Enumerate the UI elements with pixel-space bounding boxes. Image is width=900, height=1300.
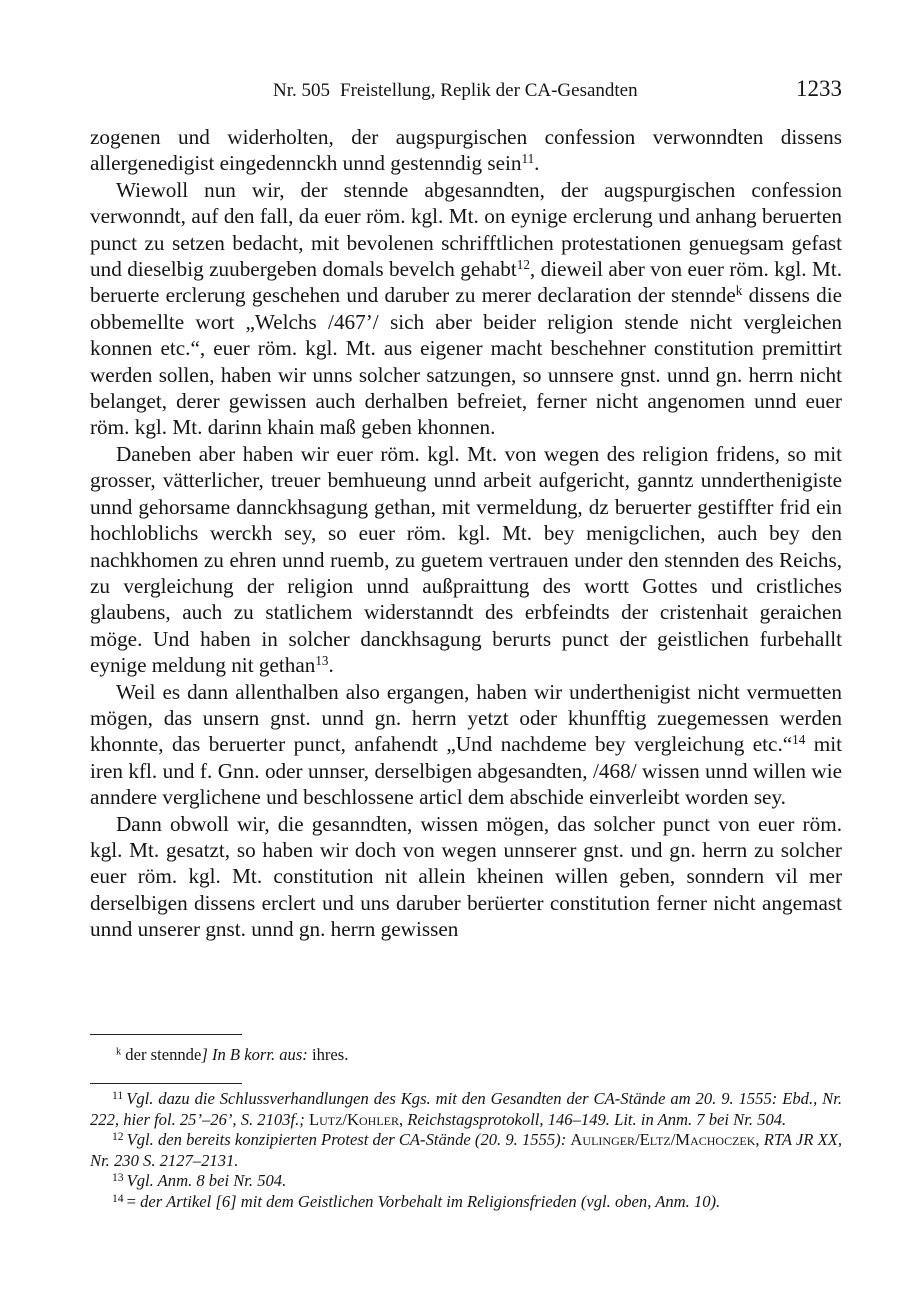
text-run: = [126, 1191, 141, 1211]
footnote [90, 1171, 842, 1192]
paragraph [90, 811, 842, 943]
document-page [90, 78, 842, 943]
text-run: Weil es dann allenthalben also ergangen, haben wir underthenigist nicht vermuetten mögen, das unsern gnst. unnd gn. herrn yetzt oder khunfftig zuegemessen werden khonnte, das beruerter punct, anfahendt „Und nachdeme bey vergleichung etc.“ [90, 679, 842, 757]
footnote [90, 1089, 842, 1130]
footnote-reference: 12 [516, 256, 530, 272]
critical-note-reading: ihres. [311, 1045, 349, 1064]
author-name: Aulinger/Eltz/Machoczek [570, 1130, 756, 1150]
footnotes [90, 1089, 842, 1213]
footnote-reference: 13 [315, 652, 329, 668]
text-run: . [534, 151, 540, 176]
paragraph [90, 679, 842, 811]
footnote [90, 1130, 842, 1171]
text-run: Wiewoll nun wir, der stennde abgesanndten, der augspurgischen confession verwonndt, auf den fall, da euer röm. kgl. Mt. on eynige erclerung und anhang beruerten punct zu setzen bedacht, mit bevolenen schrifftlichen protestationen genuegsam gefast und dieselbig zuubergeben domals bevelch gehabt [90, 177, 842, 282]
text-run: , [755, 1130, 764, 1150]
author-name: Lutz/Kohler [308, 1109, 399, 1129]
main-text [90, 124, 842, 943]
footnote-area [90, 1034, 842, 1213]
text-run: Vgl. dazu die Schlussverhandlungen des Kgs. mit den Gesandten der CA-Stände am 20. 9. 1555: Ebd., Nr. 222, hier fol. 25’–26’, S. 2103f.; [90, 1089, 842, 1129]
text-run: RTA JR XX, Nr. 230 S. 2127–2131. [90, 1130, 842, 1170]
running-header [90, 78, 842, 112]
text-run: , [399, 1109, 408, 1129]
critical-note-mark: k [116, 1046, 122, 1058]
text-run: , dieweil aber von euer röm. kgl. Mt. beruerte erclerung geschehen und daruber zu merer declaration der stennde [90, 257, 842, 308]
footnote-number: 14 [112, 1191, 124, 1205]
paragraph [90, 441, 842, 679]
document-number: Nr. 505 [273, 80, 330, 101]
paragraph [90, 177, 842, 441]
footnote-number: 12 [112, 1129, 124, 1143]
critical-note-label: In B korr. aus: [211, 1045, 308, 1064]
footnote-rule [90, 1034, 242, 1035]
text-run: Daneben aber haben wir euer röm. kgl. Mt. von wegen des religion fridens, so mit grosser, vätterlicher, treuer bemhueung unnd arbeit aufgericht, ganntz unnderthenigiste unnd gehorsame dannckhsagung gethan, mit vermeldung, dz beruerter gestiffter frid ein hochloblichs werckh sey, so euer röm. kgl. Mt. bey menigclichen, auch bey den nachkhomen zu ehren unnd ruemb, zu guetem vertrauen under den stennden des Reichs, zu vergleichung der religion unnd außpraittung des wortt Gottes und cristliches glaubens, auch zu statlichem widerstanndt des erbfeindts der cristenhait geraichen möge. Und haben in solcher danckhsagung berurts punct der geistlichen furbehallt eynige meldung nit gethan [90, 441, 842, 678]
text-run: Dann obwoll wir, die gesanndten, wissen mögen, das solcher punct von euer röm. kgl. Mt. gesatzt, so haben wir doch von wegen unnserer gnst. und gn. herrn zu solcher euer röm. kgl. Mt. constitution nit allein kheinen willen geben, sonndern vil mer derselbigen dissens erclert und uns daruber berüerter constitution ferner nicht angemast unnd unserer gnst. unnd gn. herrn gewissen [90, 811, 842, 942]
text-run: Reichstagsprotokoll, 146–149. Lit. in Anm. 7 bei Nr. 504. [407, 1109, 787, 1129]
footnote-reference: 11 [521, 151, 535, 167]
header-title-line [273, 80, 648, 102]
footnote-reference: k [735, 283, 743, 299]
footnote [90, 1192, 842, 1213]
text-run: mit iren kfl. und f. Gnn. oder unnser, derselbigen abgesandten, /468/ wissen unnd willen wie anndere verglichene und beschlossene articl dem abschide einverleibt worden sey. [90, 732, 842, 810]
text-run: Vgl. Anm. 8 bei Nr. 504. [126, 1171, 287, 1191]
footnote-reference: 14 [792, 732, 806, 748]
critical-note-lemma: der stennde [125, 1045, 202, 1064]
text-run: zogenen und widerholten, der augspurgischen confession verwonndten dissens allergenedigist eingedennckh unnd gestenndig sein [90, 125, 842, 176]
text-run: der Artikel [6] mit dem Geistlichen Vorbehalt im Religionsfrieden (vgl. oben, Anm. 10). [140, 1191, 721, 1211]
header-title: Freistellung, Replik der CA-Gesandten [340, 80, 638, 101]
text-run: . [328, 653, 334, 678]
text-run: dissens die obbemellte wort „Welchs /467’/ sich aber beider religion stende nicht vergleichen konnen etc.“, euer röm. kgl. Mt. aus eigener macht beschehner constitution premittirt werden sollen, haben wir unns solcher satzungen, so unnsere gnst. unnd gn. herrn nicht belanget, derer gewissen auch derhalben befreiet, ferner nicht angenomen unnd euer röm. kgl. Mt. darinn khain maß geben khonnen. [90, 283, 842, 440]
paragraph [90, 124, 842, 177]
critical-note-bracket: ] [201, 1045, 208, 1064]
footnote-rule-2 [90, 1083, 242, 1084]
text-run: Vgl. den bereits konzipierten Protest der CA-Stände (20. 9. 1555): [126, 1130, 571, 1150]
footnote-number: 13 [112, 1171, 124, 1185]
footnote-number: 11 [112, 1088, 124, 1102]
critical-apparatus-note [116, 1045, 842, 1065]
page-number: 1233 [796, 76, 842, 101]
